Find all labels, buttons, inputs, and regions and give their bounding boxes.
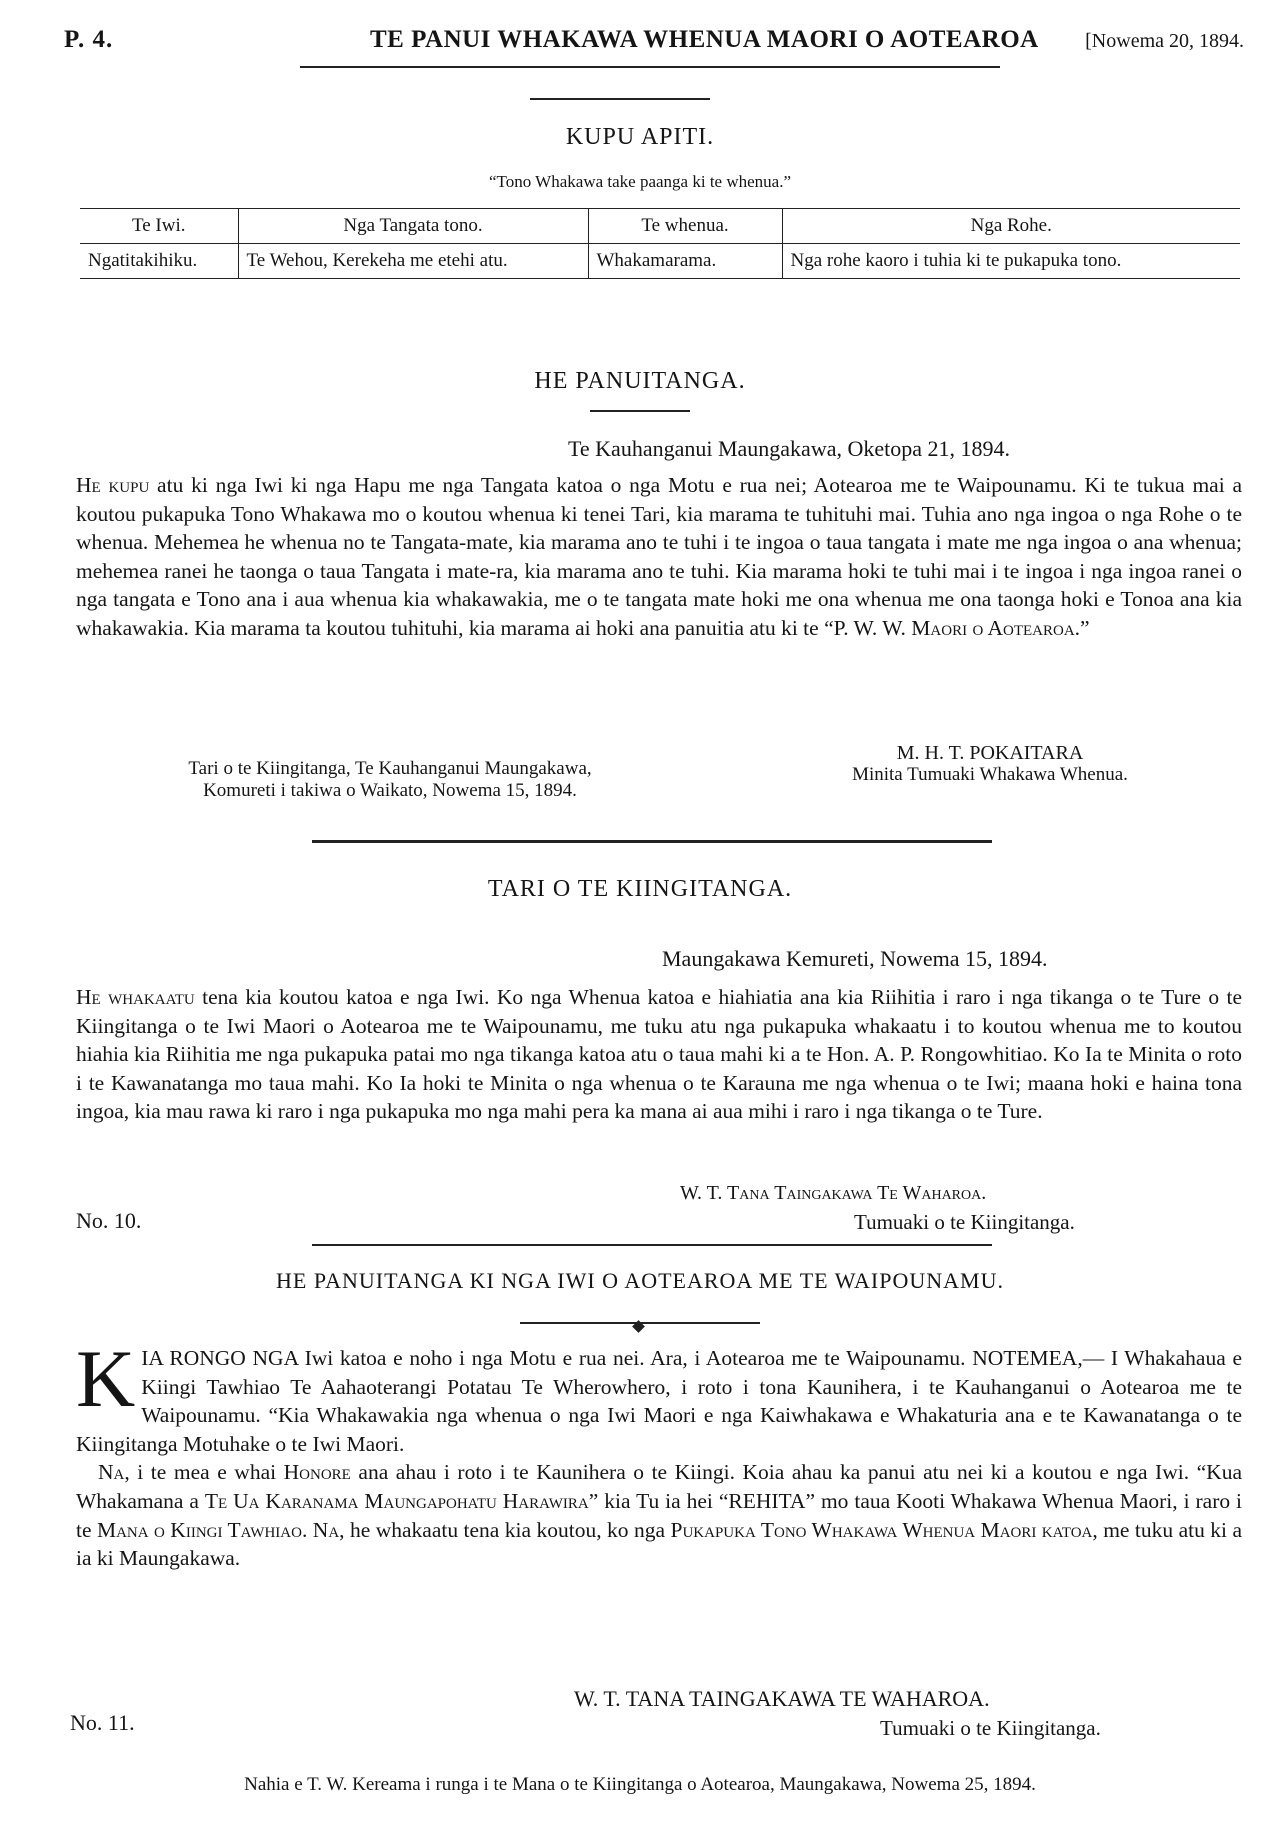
text-run: , i te mea e whai: [124, 1460, 284, 1485]
page-number: P. 4.: [64, 26, 114, 53]
tari-sig-title: Tumuaki o te Kiingitanga.: [854, 1210, 1075, 1234]
section-divider: [312, 1244, 992, 1246]
signatory-name: M. H. T. POKAITARA: [896, 742, 1084, 764]
table-cell: Ngatitakihiku.: [80, 244, 238, 279]
panuitanga-body: [76, 471, 1242, 643]
claims-table: [80, 208, 1240, 279]
kupu-apiti-subtitle: “Tono Whakawa take paanga ki te whenua.”: [489, 172, 791, 191]
text-run: Te Ua Karanama Maungapohatu Harawira: [204, 1488, 589, 1513]
table-header-row: [80, 209, 1240, 244]
proclamation-heading: HE PANUITANGA KI NGA IWI O AOTEAROA ME TE WAIPOUNAMU.: [276, 1268, 1004, 1293]
text-run: ” kia Tu ia hei “REHITA” mo taua Kooti Whakawa Whenua Maori, i raro i te: [76, 1488, 1243, 1542]
tari-signature: [680, 1182, 986, 1205]
proclamation-signature: W. T. TANA TAINGAKAWA TE WAHAROA.: [574, 1686, 990, 1711]
panuitanga-minister-signature: [780, 742, 1200, 786]
panuitanga-heading: HE PANUITANGA.: [534, 368, 746, 394]
proclamation-body: [76, 1333, 1243, 1573]
header-rule: [300, 66, 1000, 68]
column-header: Nga Rohe.: [782, 209, 1240, 244]
tari-heading: TARI O TE KIINGITANGA.: [487, 876, 793, 902]
printer-imprint: Nahia e T. W. Kereama i runga i te Mana o te Kiingitanga o Aotearoa, Maungakawa, Nowema 25, 1894.: [244, 1774, 1036, 1795]
opening-words: He whakaatu: [76, 985, 195, 1009]
publication-title: TE PANUI WHAKAWA WHENUA MAORI O AOTEAROA: [370, 26, 1039, 53]
proclamation-paragraph: [76, 1458, 1242, 1572]
issue-date: [Nowema 20, 1894.: [1085, 30, 1244, 52]
panuitanga-office-signature: [110, 758, 670, 802]
notice-number: No. 10.: [76, 1208, 142, 1233]
body-text: IA RONGO NGA Iwi katoa e noho i nga Motu e rua nei. Ara, i Aotearoa me te Waipounamu. NOTEMEA,— I Whakahaua e Kiingi Tawhiao Te Aahaoterangi Potatau Te Wherowhero, i roto i tona Kaunihera, i te Kauhanganui o Aotearoa me te Waipounamu. “Kia Whakawakia nga whenua o nga Iwi Maori e nga Kaiwhakawa e Whakaturia ana e te Kawanatanga o te Kiingitanga Motuhake o te Iwi Maori.: [76, 1346, 1242, 1456]
section-divider: [530, 98, 710, 100]
table-row: [80, 244, 1240, 279]
column-header: Nga Tangata tono.: [238, 209, 588, 244]
column-header: Te whenua.: [588, 209, 782, 244]
page-header: [64, 26, 1244, 62]
body-text: atu ki nga Iwi ki nga Hapu me nga Tangata katoa o nga Motu e rua nei; Aotearoa me te Waipounamu. Ki te tukua mai a koutou pukapuka Tono Whakawa mo o koutou whenua ki tenei Tari, kia marama te tuhituhi mai. Tuhia ano nga ingoa o nga Rohe o te whenua. Mehemea he whenua no te Tangata-mate, kia marama ano te tuhi i te ingoa o taua tangata i mate me nga ingoa o ana whenua; mehemea ranei he taonga o taua Tangata i mate-ra, kia marama ano te tuhi. Kia marama hoki te tuhi mai i te ingoa i nga ingoa ranei o nga tangata e Tono ana i aua whenua kia whakawakia, me o te tangata mate hoki me ona whenua me ona taonga hoki e Tonoa ana kia whakawakia. Kia marama ta koutou tuhituhi, kia marama ai hoki ana panuitia atu ki te: [76, 473, 1242, 640]
text-run: , he whakaatu tena kia koutou, ko nga: [339, 1517, 671, 1542]
signatory-title: Minita Tumuaki Whakawa Whenua.: [852, 764, 1128, 785]
text-run: Mana o Kiingi Tawhiao.: [96, 1517, 308, 1542]
tari-dateline: Maungakawa Kemureti, Nowema 15, 1894.: [662, 946, 1048, 971]
table-cell: Te Wehou, Kerekeha me etehi atu.: [238, 244, 588, 279]
tari-body: [76, 983, 1242, 1126]
text-run: Na: [98, 1460, 125, 1485]
section-divider: [312, 840, 992, 843]
text-run: ana ahau i roto i te Kaunihera o te Kiingi. Koia ahau ka panui atu nei ki a koutou e nga Iwi. “Kua Whakamana a: [76, 1460, 1242, 1513]
table-cell: Whakamarama.: [588, 244, 782, 279]
body-text: tena kia koutou katoa e nga Iwi. Ko nga Whenua katoa e hiahiatia ana kia Riihitia i raro i nga tikanga o te Ture o te Kiingitanga o te Iwi Maori o Aotearoa me te Waipounamu, me tuku atu nga pukapuka whakaatu i to koutou whenua me to koutou hiahia kia Riihitia me nga pukapuka patai mo nga tikanga katoa atu o taua mahi ki a te Hon. A. P. Rongowhitiao. Ko Ia te Minita o roto i te Kawanatanga mo taua mahi. Ko Ia hoki te Minita o nga whenua o te Karauna me nga whenua o te Iwi; maana hoki e haina tona ingoa, kia mau rawa ki raro i nga pukapuka mo nga mahi pera ka mana ai aua mihi i raro i nga tikanga o te Ture.: [76, 985, 1242, 1124]
notice-number: No. 11.: [70, 1710, 135, 1735]
signatory-name: W. T. Tana Taingakawa Te Waharoa.: [680, 1182, 987, 1204]
kupu-apiti-heading: KUPU APITI.: [565, 124, 715, 150]
opening-words: He kupu: [76, 473, 150, 497]
heading-rule: [590, 410, 690, 412]
proclamation-sig-title: Tumuaki o te Kiingitanga.: [880, 1716, 1101, 1740]
ornament-rule: [520, 1318, 760, 1328]
text-run: Honore: [283, 1460, 351, 1485]
office-line: Tari o te Kiingitanga, Te Kauhanganui Maungakawa,: [188, 758, 592, 779]
text-run: Pukapuka Tono Whakawa Whenua Maori katoa: [670, 1517, 1093, 1542]
column-header: Te Iwi.: [80, 209, 238, 244]
diamond-ornament: [634, 1318, 643, 1336]
text-run: Na: [312, 1517, 340, 1542]
table-cell: Nga rohe kaoro i tuhia ki te pukapuka tono.: [782, 244, 1240, 279]
panuitanga-dateline: Te Kauhanganui Maungakawa, Oketopa 21, 1894.: [568, 436, 1010, 461]
publication-name: “P. W. W. Maori o Aotearoa.”: [824, 615, 1090, 640]
drop-cap: K: [76, 1333, 136, 1424]
text-run: , me tuku atu ki a ia ki Maungakawa.: [76, 1517, 1243, 1571]
office-line: Komureti i takiwa o Waikato, Nowema 15, 1894.: [203, 780, 577, 801]
